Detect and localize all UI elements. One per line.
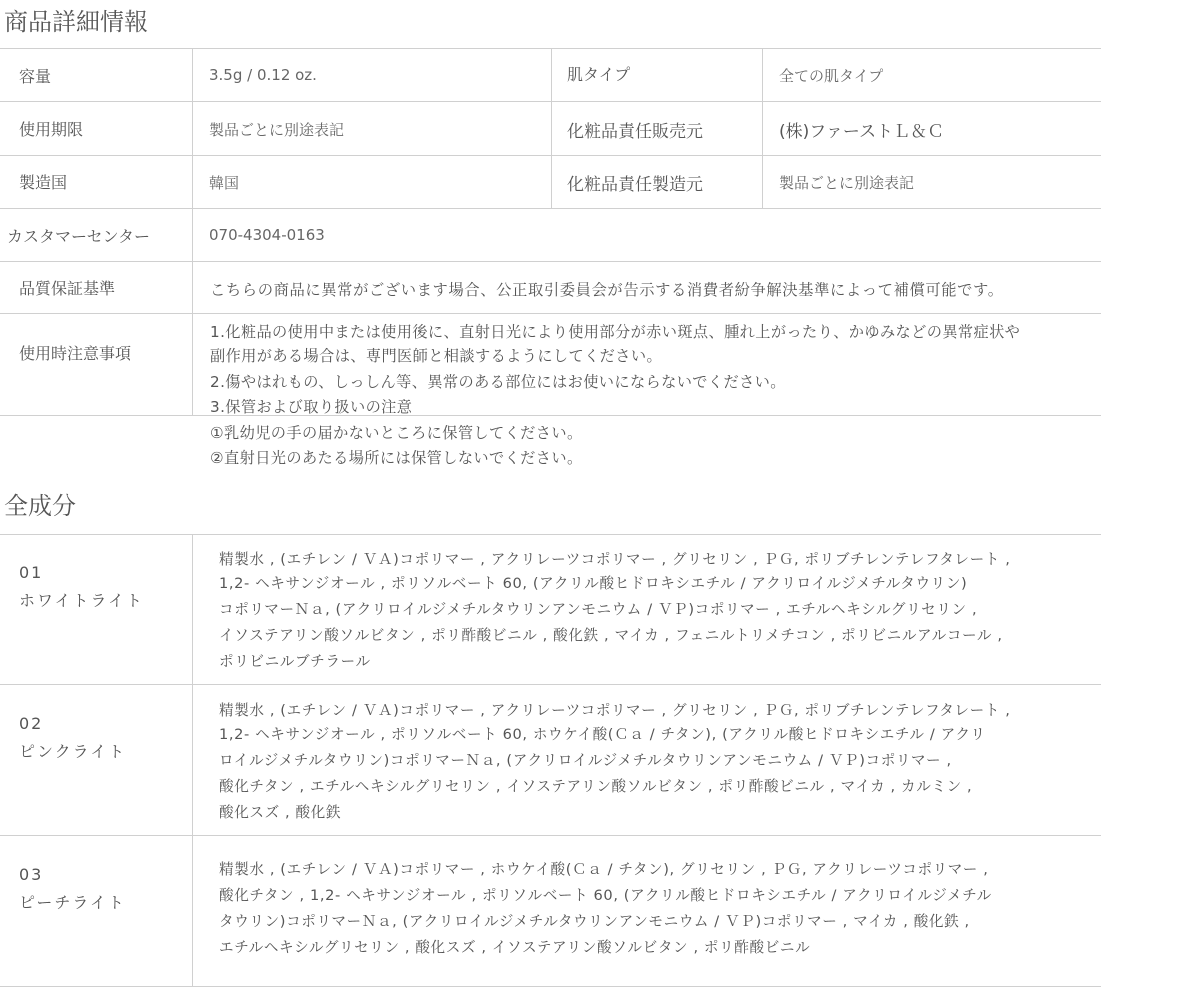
quality-value: こちらの商品に異常がございます場合、公正取引委員会が告示する消費者紛争解決基準によって補償可能です。 (210, 281, 1004, 299)
table-border (0, 534, 1101, 535)
ingredient-line: 1,2- ヘキサンジオール , ポリソルベート 60, ホウケイ酸(Ｃａ / チタン), (アクリル酸ヒドロキシエチル / アクリ (219, 726, 986, 743)
details-section-title: 商品詳細情報 (4, 8, 148, 36)
ingredient-line: ポリビニルブチラール (219, 653, 371, 670)
ingredient-line: コポリマーＮａ, (アクリロイルジメチルタウリンアンモニウム / ＶＰ)コポリマー , エチルヘキシルグリセリン , (219, 601, 978, 618)
ingredient-line: 酸化チタン , 1,2- ヘキサンジオール , ポリソルベート 60, (アクリル酸ヒドロキシエチル / アクリロイルジメチル (219, 887, 992, 904)
country-value: 韓国 (209, 174, 240, 192)
skin-type-value: 全ての肌タイプ (779, 67, 884, 85)
ingredient-shade-name: ピーチライト (19, 893, 126, 912)
customer-center-value: 070-4304-0163 (209, 226, 325, 244)
ingredient-number: 01 (19, 563, 44, 582)
ingredients-section-title: 全成分 (4, 492, 76, 520)
country-label: 製造国 (19, 173, 68, 192)
customer-center-label: カスタマーセンター (7, 227, 151, 246)
table-divider (0, 208, 1101, 209)
table-column-divider (762, 48, 763, 208)
table-divider (0, 313, 1101, 314)
seller-label: 化粧品責任販売元 (567, 122, 703, 142)
capacity-value: 3.5g / 0.12 oz. (209, 66, 317, 84)
ingredient-number: 02 (19, 714, 44, 733)
ingredient-line: 精製水 , (エチレン / ＶＡ)コポリマー , アクリレーツコポリマー , グリセリン , ＰＧ, ポリブチレンテレフタレート , (219, 551, 1011, 568)
ingredient-shade-name: ホワイトライト (19, 591, 145, 610)
ingredient-line: イソステアリン酸ソルビタン , ポリ酢酸ビニル , 酸化鉄 , マイカ , フェニルトリメチコン , ポリビニルアルコール , (219, 627, 1003, 644)
caution-line: 2.傷やはれもの、しっしん等、異常のある部位にはお使いにならないでください。 (210, 373, 786, 391)
ingredient-line: 酸化スズ , 酸化鉄 (219, 804, 342, 821)
table-divider (0, 684, 1101, 685)
manufacturer-value: 製品ごとに別途表記 (779, 174, 915, 192)
table-divider (0, 261, 1101, 262)
seller-value: (株)ファーストＬ＆Ｃ (779, 122, 945, 142)
ingredient-line: 精製水 , (エチレン / ＶＡ)コポリマー , アクリレーツコポリマー , グリセリン , ＰＧ, ポリブチレンテレフタレート , (219, 702, 1011, 719)
table-divider (0, 835, 1101, 836)
ingredient-line: タウリン)コポリマーＮａ, (アクリロイルジメチルタウリンアンモニウム / ＶＰ)コポリマー , マイカ , 酸化鉄 , (219, 913, 970, 930)
ingredient-line: 酸化チタン , エチルヘキシルグリセリン , イソステアリン酸ソルビタン , ポリ酢酸ビニル , マイカ , カルミン , (219, 778, 973, 795)
skin-type-label: 肌タイプ (567, 65, 631, 84)
table-column-divider (192, 48, 193, 415)
table-column-divider (551, 48, 552, 208)
caution-line: 1.化粧品の使用中または使用後に、直射日光により使用部分が赤い斑点、腫れ上がったり、かゆみなどの異常症状や (210, 323, 1021, 341)
ingredient-shade-name: ピンクライト (19, 742, 127, 761)
expiry-label: 使用期限 (19, 120, 84, 139)
manufacturer-label: 化粧品責任製造元 (567, 175, 703, 195)
expiry-value: 製品ごとに別途表記 (209, 121, 345, 139)
table-column-divider (192, 534, 193, 986)
caution-line: 副作用がある場合は、専門医師と相談するようにしてください。 (210, 347, 663, 365)
capacity-label: 容量 (19, 67, 52, 86)
ingredient-line: 精製水 , (エチレン / ＶＡ)コポリマー , ホウケイ酸(Ｃａ / チタン), グリセリン , ＰＧ, アクリレーツコポリマー , (219, 861, 989, 878)
caution-line: ②直射日光のあたる場所には保管しないでください。 (210, 449, 583, 467)
table-divider (0, 415, 1101, 416)
caution-label: 使用時注意事項 (19, 344, 132, 363)
caution-line: 3.保管および取り扱いの注意 (210, 398, 413, 416)
caution-line: ①乳幼児の手の届かないところに保管してください。 (210, 424, 583, 442)
ingredient-number: 03 (19, 865, 44, 884)
ingredient-line: 1,2- ヘキサンジオール , ポリソルベート 60, (アクリル酸ヒドロキシエチル / アクリロイルジメチルタウリン) (219, 575, 968, 592)
ingredient-line: ロイルジメチルタウリン)コポリマーＮａ, (アクリロイルジメチルタウリンアンモニウム / ＶＰ)コポリマー , (219, 752, 952, 769)
quality-label: 品質保証基準 (19, 279, 116, 298)
ingredient-line: エチルヘキシルグリセリン , 酸化スズ , イソステアリン酸ソルビタン , ポリ酢酸ビニル (219, 939, 811, 956)
